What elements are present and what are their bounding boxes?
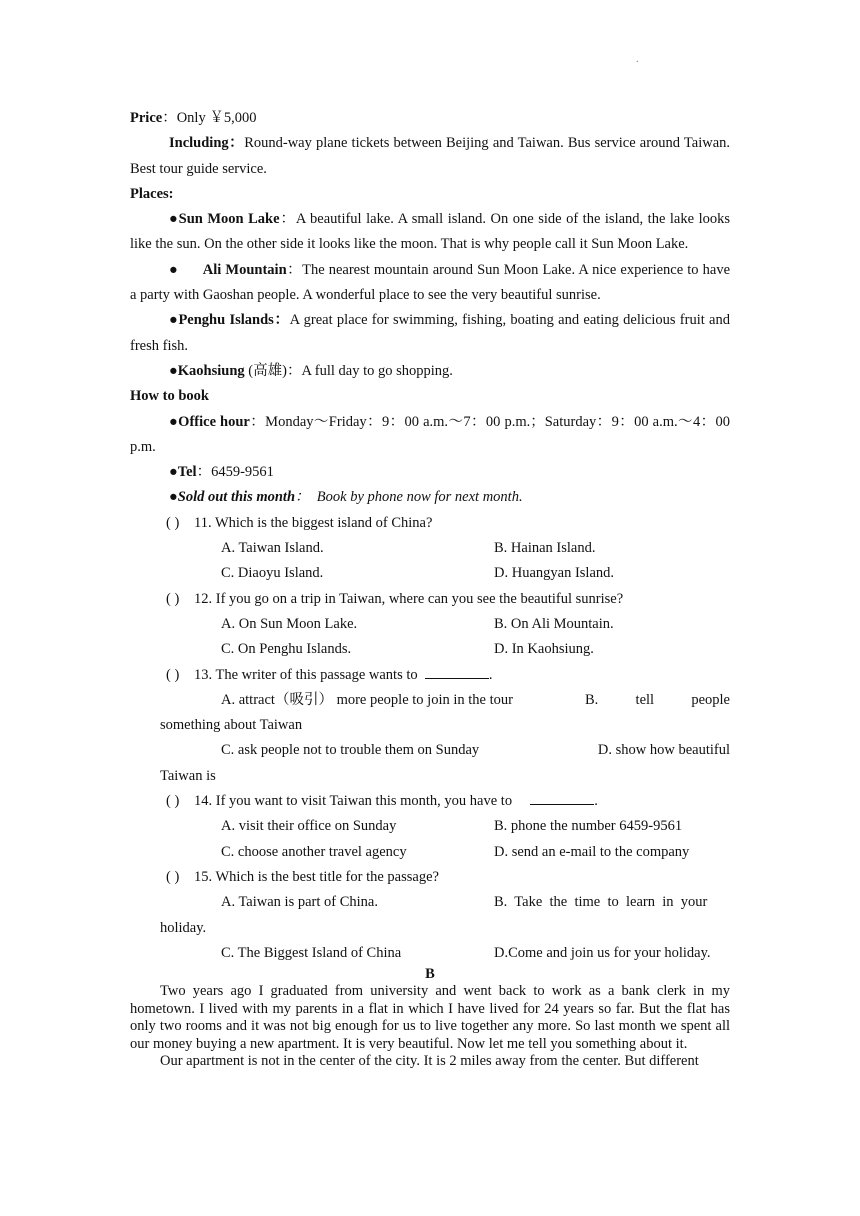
option-d: D. In Kaohsiung. — [494, 641, 594, 658]
q13-options-row-1 — [221, 688, 730, 713]
how-to-book-heading: How to book — [130, 388, 209, 405]
q14-options-row-2 — [221, 840, 730, 865]
option-a: A. On Sun Moon Lake. — [221, 615, 358, 632]
q13-options-row-2 — [221, 738, 730, 763]
option-a: A. Taiwan is part of China. — [221, 894, 378, 911]
section-b-paragraph-1: Two years ago I graduated from university and went back to work as a bank clerk in my hometown. I lived with my parents in a flat in which I have lived for 24 years so far. But the flat has only two rooms and it was not big enough for us to live together any more. So last month we spent all our money buying a new apartment. It is very beautiful. Now let me tell you something about it. — [130, 983, 730, 1052]
option-b-continued: something about Taiwan — [160, 717, 303, 734]
answer-blank[interactable]: ( ) — [166, 868, 180, 885]
tel-line: ●Tel：6459-9561 — [169, 464, 274, 481]
sold-out-line: ●Sold out this month： Book by phone now for next month. — [169, 489, 523, 506]
including-line: Including：Round-way plane tickets between Beijing and Taiwan. Bus service around Taiwan. Best tour guide service. — [130, 135, 731, 177]
price-line: Price：Only ￥5,000 — [130, 110, 257, 126]
option-d: D. show how beautiful — [597, 742, 730, 759]
question-14: ( ) 14. If you want to visit Taiwan this month, you have to . — [130, 789, 730, 814]
option-d: D. Huangyan Island. — [494, 565, 615, 582]
option-a: A. visit their office on Sunday — [221, 818, 397, 835]
q11-options-row-2 — [221, 561, 730, 586]
place-penghu-islands: ●Penghu Islands：A great place for swimming, fishing, boating and eating delicious fruit and fresh fish. — [130, 312, 730, 354]
document-body — [130, 106, 730, 1071]
answer-blank[interactable]: ( ) — [166, 666, 180, 683]
places-heading: Places: — [130, 185, 174, 202]
option-a: A. attract（吸引） more people to join in the tour — [221, 691, 513, 708]
office-hour-line: ●Office hour：Monday～Friday：9：00 a.m.～7：00 p.m.；Saturday：9：00 a.m.～4：00 p.m. — [130, 413, 731, 455]
q14-options-row-1 — [221, 814, 730, 839]
option-c: C. choose another travel agency — [221, 843, 407, 860]
option-b: B. Take the time to learn in your — [494, 894, 708, 911]
section-b-paragraph-2: Our apartment is not in the center of the city. It is 2 miles away from the center. But different — [160, 1053, 699, 1070]
q12-options-row-2 — [221, 637, 730, 662]
q12-options-row-1 — [221, 612, 730, 637]
option-c: C. Diaoyu Island. — [221, 565, 324, 582]
fill-blank — [530, 793, 594, 805]
option-d: D.Come and join us for your holiday. — [494, 944, 711, 961]
answer-blank[interactable]: ( ) — [166, 514, 180, 531]
answer-blank[interactable]: ( ) — [166, 793, 180, 810]
option-a: A. Taiwan Island. — [221, 540, 324, 557]
place-sun-moon-lake: ●Sun Moon Lake：A beautiful lake. A small island. On one side of the island, the lake looks like the sun. On the other side it looks like the moon. That is why people call it Sun Moon Lake. — [130, 211, 730, 253]
answer-blank[interactable]: ( ) — [166, 590, 180, 607]
option-c: C. ask people not to trouble them on Sunday — [221, 742, 480, 759]
question-15: ( ) 15. Which is the best title for the passage? — [130, 865, 730, 890]
option-b: B. tell people — [585, 691, 730, 708]
option-c: C. On Penghu Islands. — [221, 641, 352, 658]
option-b: B. phone the number 6459-9561 — [494, 818, 683, 835]
question-13: ( ) 13. The writer of this passage wants to . — [130, 663, 730, 688]
q15-options-row-2 — [221, 941, 730, 966]
q15-options-row-1 — [221, 890, 730, 915]
question-12: ( ) 12. If you go on a trip in Taiwan, where can you see the beautiful sunrise? — [130, 587, 730, 612]
place-kaohsiung: ●Kaohsiung (高雄)：A full day to go shopping. — [169, 362, 453, 379]
q11-options-row-1 — [221, 536, 730, 561]
page-marker: . — [636, 54, 639, 65]
question-11: ( ) 11. Which is the biggest island of China? — [130, 511, 730, 536]
place-ali-mountain: ● Ali Mountain：The nearest mountain around Sun Moon Lake. A nice experience to have a party with Gaoshan people. A wonderful place to see the very beautiful sunrise. — [130, 261, 731, 304]
option-c: C. The Biggest Island of China — [221, 944, 402, 961]
option-b: B. Hainan Island. — [494, 540, 596, 557]
option-d: D. send an e-mail to the company — [494, 843, 690, 860]
section-b-heading: B — [425, 966, 435, 983]
option-b-continued: holiday. — [160, 919, 207, 936]
option-d-continued: Taiwan is — [160, 767, 216, 784]
option-b: B. On Ali Mountain. — [494, 615, 614, 632]
fill-blank — [425, 667, 489, 679]
